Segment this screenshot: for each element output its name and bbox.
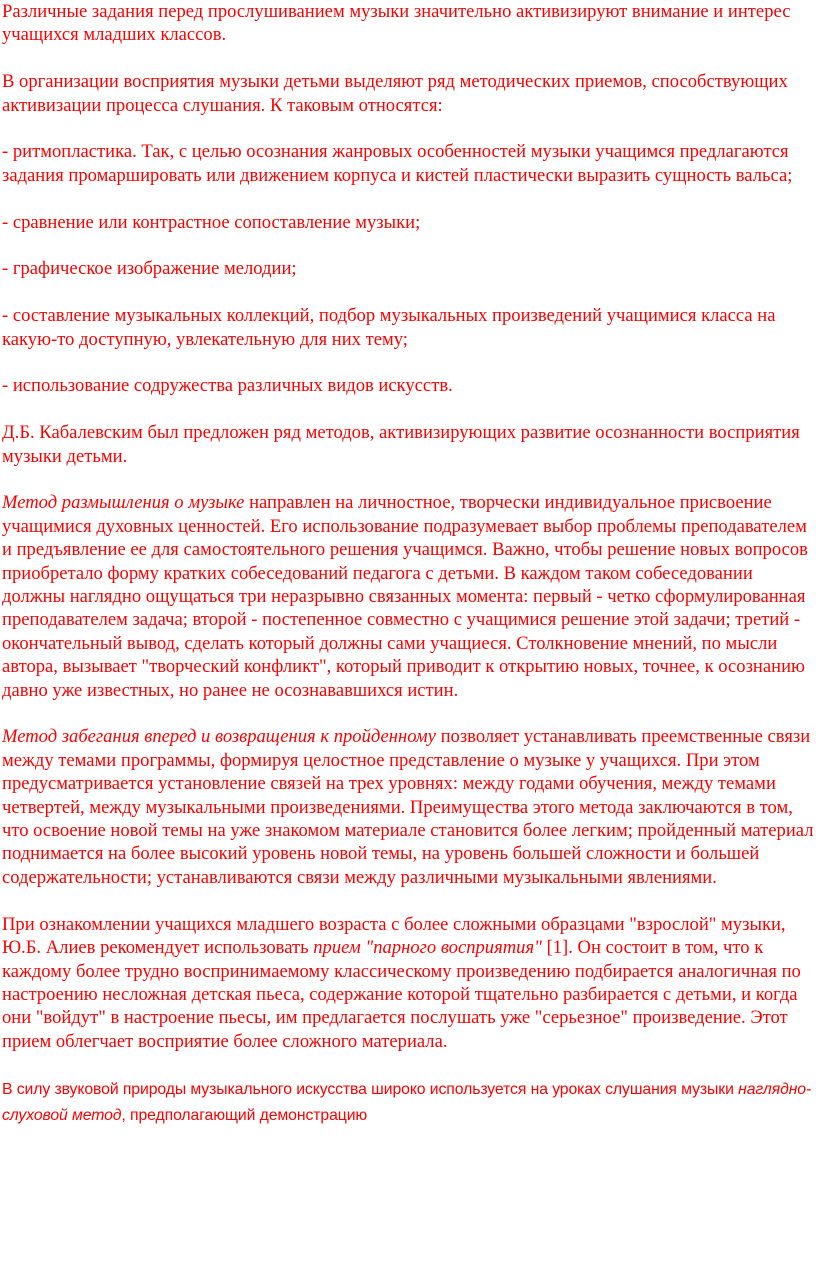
list-item-comparison: - сравнение или контрастное сопоставление музыки; [2,211,421,233]
paragraph-visual-auditory-method [2,1077,816,1130]
list-item-graphic-melody: - графическое изображение мелодии; [2,258,297,280]
visual-auditory-before: В силу звуковой природы музыкального искусства широко используется на уроках слушания музыки [2,1080,739,1098]
term-visual-auditory-method: наглядно-слуховой метод [2,1080,812,1125]
list-item-rhythmoplastics: - ритмопластика. Так, с целью осознания жанровых особенностей музыки учащимся предлагаются задания промаршировать или движением корпуса и кистей пластически выразить сущность вальса; [2,141,793,186]
paragraph-reflection-method [2,491,816,702]
forward-backward-method-text: позволяет устанавливать преемственные связи между темами программы, формируя целостное представление о музыке у учащихся. При этом предусматривается установление связей на трех уровнях: между годами обучения, между темами четвертей, между музыкальными произведениями. Преимущества этого метода заключаются в том, что освоение новой темы на уже знакомом материале становится более легким; пройденный материал поднимается на более высокий уровень новой темы, на уровень большей сложности и большей содержательности; устанавливаются связи между различными музыкальными явлениями. [2,726,814,888]
visual-auditory-after: , предполагающий демонстрацию [121,1107,368,1125]
term-reflection-method: Метод размышления о музыке [2,492,245,514]
term-forward-backward-method: Метод забегания вперед и возвращения к пройденному [2,726,436,748]
list-item-arts-cooperation: - использование содружества различных видов искусств. [2,375,453,397]
reflection-method-text: направлен на личностное, творчески индивидуальное присвоение учащимися духовных ценностей. Его использование подразумевает выбор проблемы преподавателем и предъявление ее для самостоятельного решения учащимся. Важно, чтобы решение новых вопросов приобретало форму кратких собеседований педагога с детьми. В каждом таком собеседовании должны наглядно ощущаться три неразрывно связанных момента: первый - четко сформулированная преподавателем задача; второй - постепенное совместно с учащимися решение этой задачи; третий - окончательный вывод, сделать который должны сами учащиеся. Столкновение мнений, по мысли автора, вызывает "творческий конфликт", который приводит к открытию новых, точнее, к осознанию давно уже известных, но ранее не осознававшихся истин. [2,492,808,701]
term-paired-perception: прием "парного восприятия" [313,937,542,959]
paragraph-methods-intro: В организации восприятия музыки детьми выделяют ряд методических приемов, способствующих активизации процесса слушания. К таковым относятся: [2,71,788,116]
paragraph-kabalevsky: Д.Б. Кабалевским был предложен ряд методов, активизирующих развитие осознанности восприятия музыки детьми. [2,422,800,467]
paired-perception-before: При ознакомлении учащихся младшего возраста с более сложными образцами "взрослой" музыки, Ю.Б. Алиев рекомендует использовать [2,913,786,959]
paired-perception-after: [1]. Он состоит в том, что к каждому более трудно воспринимаемому классическому произведению подбирается аналогичная по настроению несложная детская пьеса, содержание которой тщательно разбирается с детьми, и когда они "войдут" в настроение пьесы, им предлагается послушать уже "серьезное" произведение. Этот прием облегчает восприятие более сложного материала. [2,937,801,1052]
paragraph-intro: Различные задания перед прослушиванием музыки значительно активизируют внимание и интерес учащихся младших классов. [2,1,791,46]
paragraph-forward-backward-method [2,725,816,889]
list-item-collections: - составление музыкальных коллекций, подбор музыкальных произведений учащимися класса на какую-то доступную, увлекательную для них тему; [2,305,776,350]
paragraph-paired-perception [2,913,816,1053]
